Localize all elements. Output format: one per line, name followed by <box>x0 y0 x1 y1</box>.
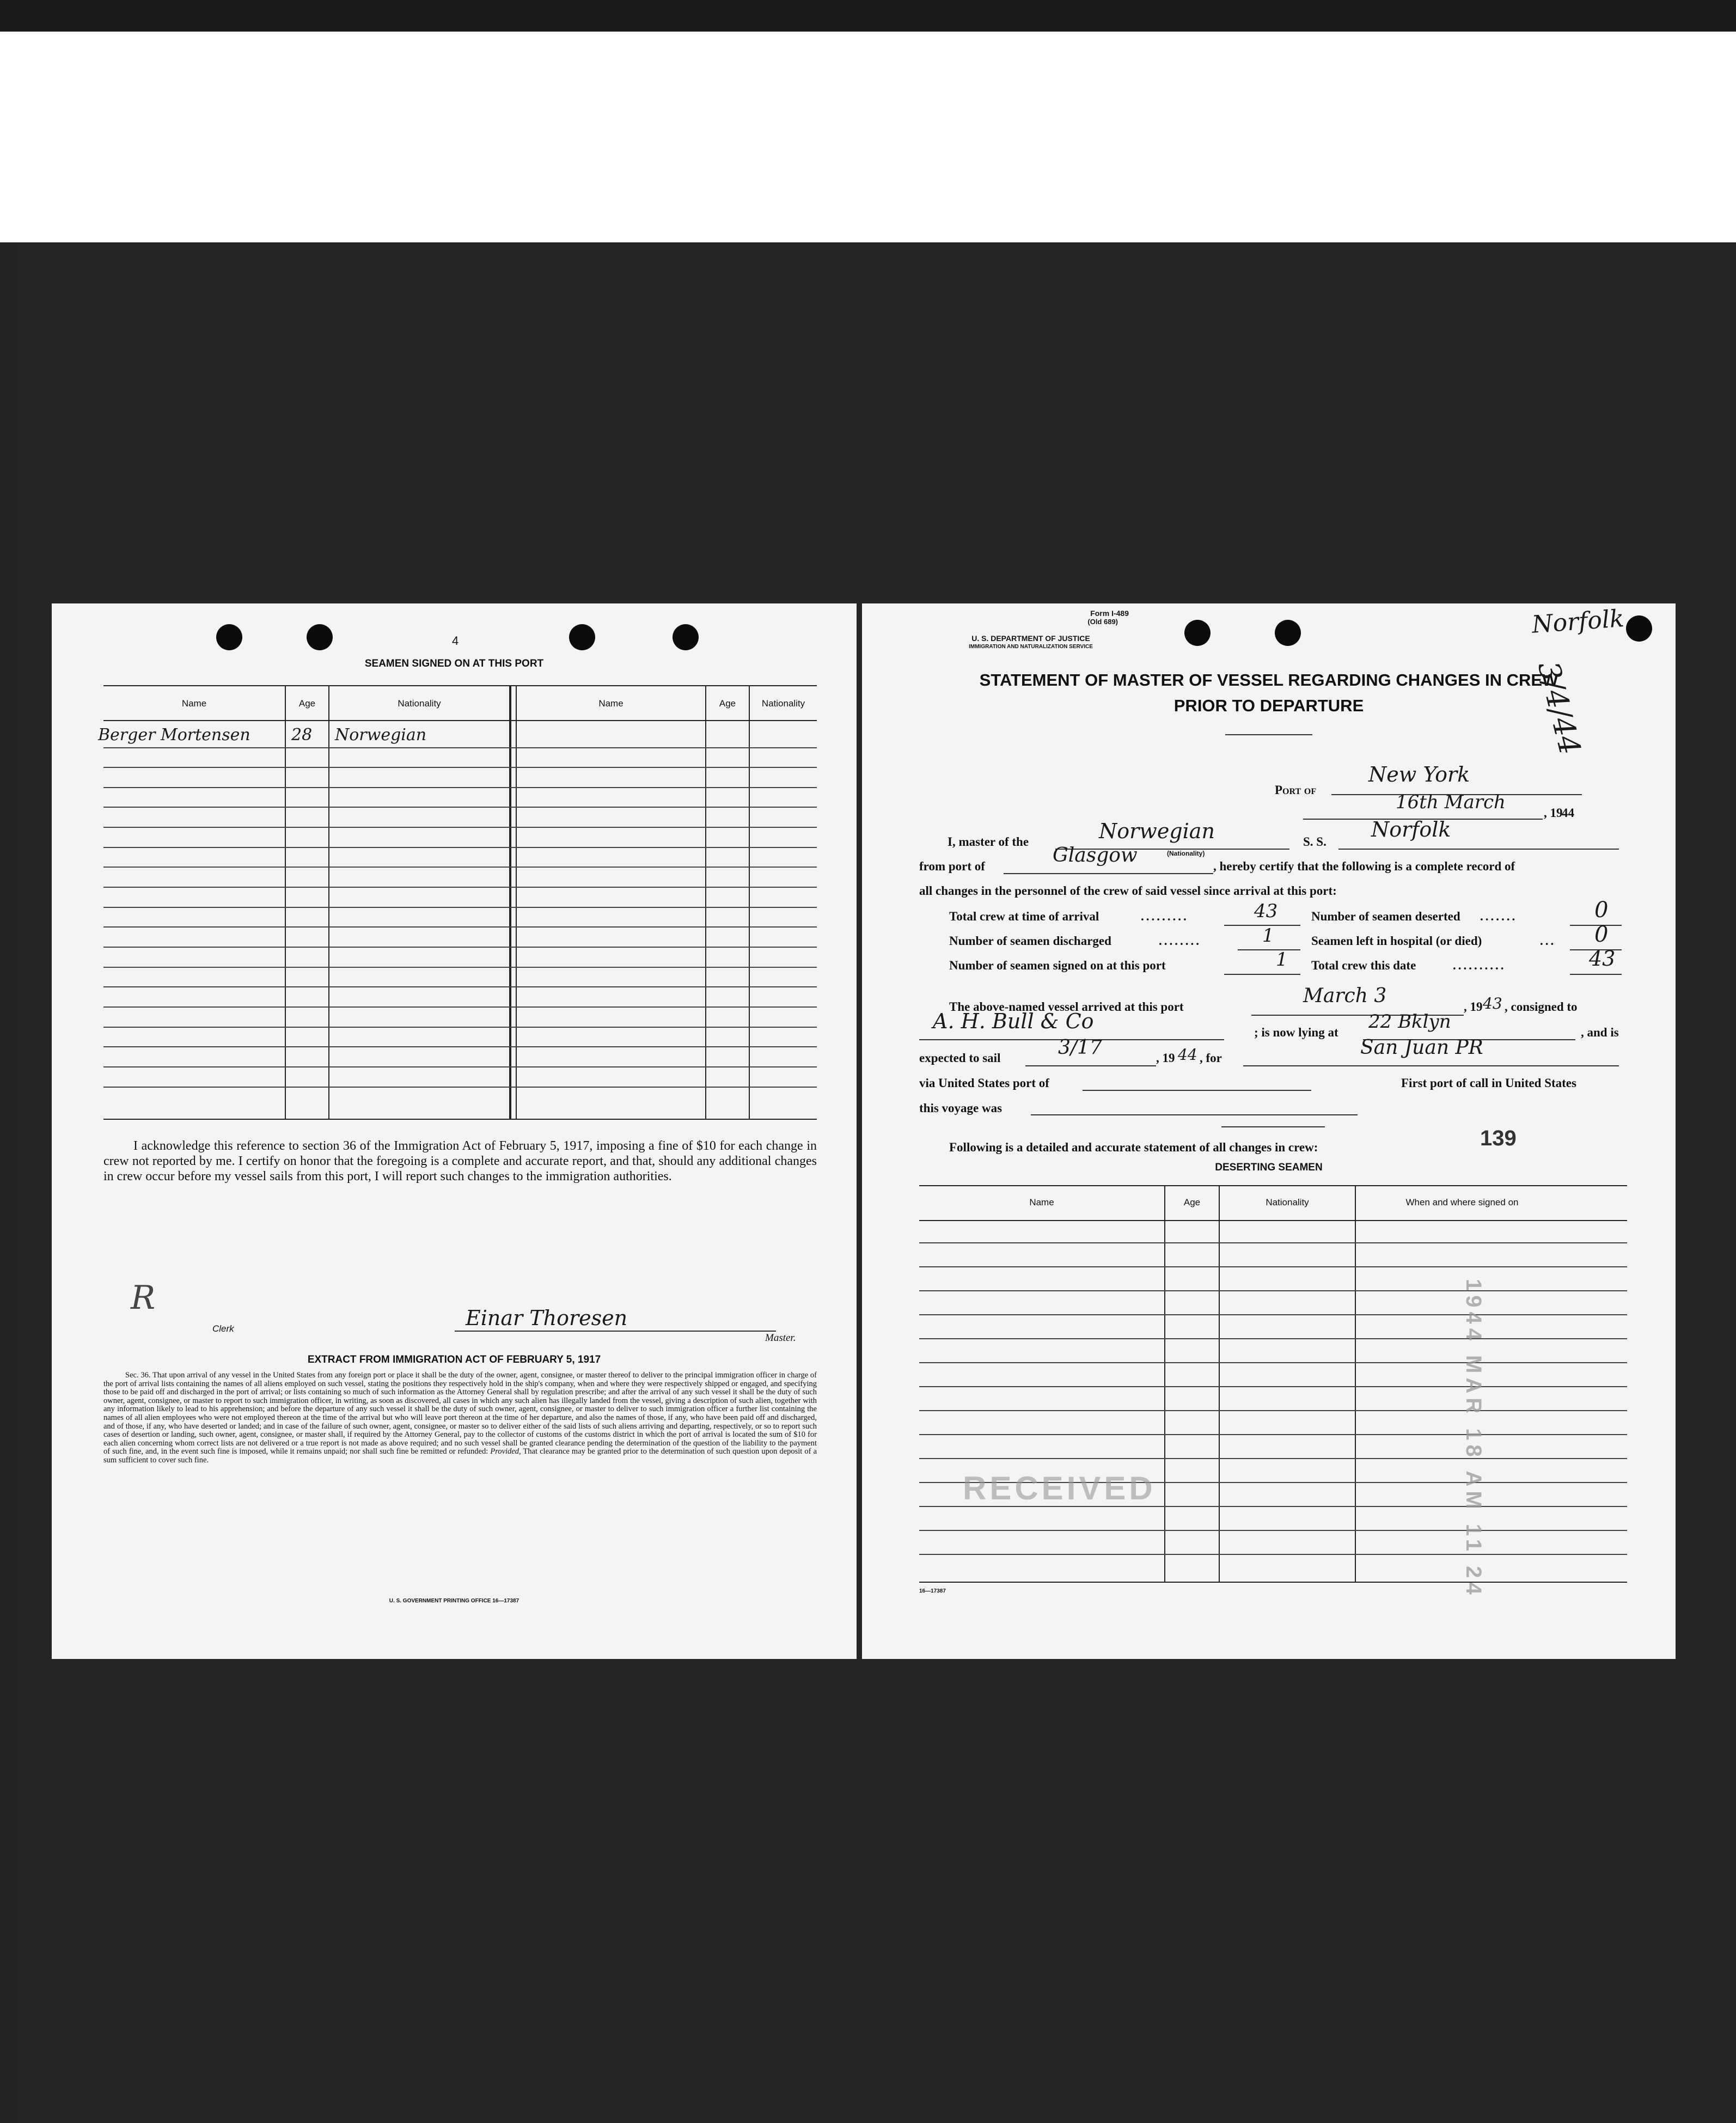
extract-text-end: That clearance may be granted prior to the determination of such question upon deposit of a sum sufficient to cover such fine. <box>103 1447 817 1465</box>
col-header-nationality: Nationality <box>398 698 441 709</box>
expected-line <box>1025 1065 1156 1066</box>
left-page <box>52 603 857 1659</box>
col-header-nationality-2: Nationality <box>761 698 805 709</box>
form-title-line2: PRIOR TO DEPARTURE <box>1173 696 1364 715</box>
consigned-label: , consigned to <box>1505 1000 1578 1014</box>
form-old: (Old 689) <box>1087 618 1118 626</box>
corner-note-date: 3/4/44 <box>1531 658 1588 758</box>
hospital-label: Seamen left in hospital (or died) <box>1311 934 1482 948</box>
extract-title: EXTRACT FROM IMMIGRATION ACT OF FEBRUARY 5, 1917 <box>307 1354 601 1365</box>
certify-text: , hereby certify that the following is a complete record of <box>1213 859 1515 873</box>
this-voyage-label: this voyage was <box>919 1101 1003 1115</box>
scanner-edge-strip <box>0 0 1736 32</box>
value-line <box>1238 949 1300 950</box>
title-rule <box>1225 734 1312 735</box>
punch-hole <box>1275 620 1301 646</box>
master-of-label: I, master of the <box>948 835 1029 849</box>
service: IMMIGRATION AND NATURALIZATION SERVICE <box>969 644 1093 650</box>
section-title: SEAMEN SIGNED ON AT THIS PORT <box>364 658 544 669</box>
col-header-age-2: Age <box>719 698 736 709</box>
punch-hole <box>1184 620 1211 646</box>
total-crew-arrival-label: Total crew at time of arrival <box>949 910 1099 923</box>
and-is-label: , and is <box>1581 1026 1619 1039</box>
master-signature: Einar Thoresen <box>466 1306 628 1330</box>
deserted-label: Number of seamen deserted <box>1311 910 1460 923</box>
seaman-age: 28 <box>291 725 313 745</box>
master-signature-line <box>455 1331 776 1332</box>
expected-value: 3/17 <box>1058 1036 1102 1059</box>
first-port-label: First port of call in United States <box>1401 1076 1576 1090</box>
deserted-value: 0 <box>1594 898 1609 923</box>
nationality-caption: (Nationality) <box>1167 850 1205 857</box>
punch-hole <box>307 624 333 650</box>
total-crew-date-value: 43 <box>1589 947 1616 971</box>
total-crew-arrival-value: 43 <box>1254 900 1278 922</box>
from-port-value: Glasgow <box>1053 844 1138 867</box>
lying-value: 22 Bklyn <box>1368 1011 1451 1033</box>
printer-line: 16—17387 <box>919 1588 946 1594</box>
lying-label: ; is now lying at <box>1254 1026 1338 1039</box>
col-header-name-2: Name <box>598 698 624 709</box>
for-label: , for <box>1200 1051 1222 1065</box>
corner-note-vessel: Norfolk <box>1531 605 1625 639</box>
year-prefix: , 19 <box>1544 806 1563 820</box>
expected-year-prefix: , 19 <box>1156 1051 1175 1065</box>
deserting-title: DESERTING SEAMEN <box>1215 1162 1323 1173</box>
year-value: 44 <box>1562 806 1574 820</box>
clerk-label: Clerk <box>212 1323 234 1334</box>
port-label: Port of <box>1275 783 1317 797</box>
received-stamp: RECEIVED <box>963 1470 1156 1506</box>
department: U. S. DEPARTMENT OF JUSTICE <box>971 634 1090 643</box>
punch-hole <box>673 624 699 650</box>
punch-hole <box>1626 615 1652 642</box>
seaman-nationality: Norwegian <box>335 725 427 745</box>
value-line <box>1224 974 1300 975</box>
port-value: New York <box>1368 762 1470 786</box>
arrived-year-prefix: , 19 <box>1464 1000 1483 1014</box>
detailed-text: Following is a detailed and accurate statement of all changes in crew: <box>949 1140 1318 1154</box>
date-value: 16th March <box>1396 791 1506 813</box>
hospital-value: 0 <box>1594 922 1609 947</box>
vessel-name: Norfolk <box>1371 818 1451 841</box>
total-crew-date-label: Total crew this date <box>1311 959 1416 972</box>
master-label: Master. <box>765 1332 796 1344</box>
from-port-label: from port of <box>919 859 985 873</box>
right-page <box>862 603 1676 1659</box>
page-number: 4 <box>452 634 459 648</box>
signed-on-value: 1 <box>1276 949 1288 971</box>
form-number: Form I-489 <box>1090 609 1129 618</box>
arrived-label: The above-named vessel arrived at this port <box>949 1000 1184 1014</box>
expected-label: expected to sail <box>919 1051 1001 1065</box>
arrived-value: March 3 <box>1303 985 1387 1007</box>
punch-hole <box>216 624 242 650</box>
printer-line: U. S. GOVERNMENT PRINTING OFFICE 16—17387 <box>389 1598 519 1604</box>
value-line <box>1570 974 1622 975</box>
acknowledgment-text: I acknowledge this reference to section 36 of the Immigration Act of February 5, 1917, imposing a fine of $10 for each change in crew not reported by me. I certify on honor that the foregoing is a complete and accurate report, and that, should any additional changes in crew occur before my vessel sails from this port, I will report such changes to the immigration authorities. <box>103 1139 817 1183</box>
extract-text <box>103 1371 817 1465</box>
punch-hole <box>569 624 595 650</box>
changes-text: all changes in the personnel of the crew of said vessel since arrival at this port: <box>919 884 1337 898</box>
dot-leader: ... <box>1540 934 1556 948</box>
from-port-line <box>1004 873 1213 874</box>
col-header-nationality: Nationality <box>1266 1197 1309 1207</box>
col-header-signed-on: When and where signed on <box>1405 1197 1519 1207</box>
short-rule <box>1221 1126 1325 1127</box>
extract-proviso: Provided, <box>490 1447 521 1456</box>
dot-leader: ........ <box>1159 934 1201 948</box>
col-header-name: Name <box>1029 1197 1054 1207</box>
ss-label: S. S. <box>1303 835 1327 849</box>
seaman-name: Berger Mortensen <box>98 725 250 745</box>
col-header-age: Age <box>298 698 316 709</box>
consignee-value: A. H. Bull & Co <box>933 1009 1094 1033</box>
expected-year: 44 <box>1178 1046 1197 1064</box>
extract-text-body: Sec. 36. That upon arrival of any vessel in the United States from any foreign port or place it shall be the duty of the owner, agent, consignee, or master thereof to deliver to the principal immigration officer in charge of the port of arrival lists containing the names of all aliens employed on such vessel, stating the positions they respectively hold in the ship's company, when and where they were respectively shipped or engaged, and specifying those to be paid off and discharged in the port of arrival; or lists containing so much of such information as the Attorney General shall by regulation prescribe; and after the arrival of any such vessel it shall be the duty of such owner, agent, consignee, or master to report to such immigration officer, in writing, as soon as discovered, all cases in which any such alien has illegally landed from the vessel, giving a description of such alien, together with any information likely to lead to his apprehension; and before the departure of any such vessel it shall be the duty of such owner, agent, consignee, or master to deliver to such immigration officer a further list containing the names of all alien employees who were not employed thereon at the time of the arrival but who will leave port thereon at the time of her departure, and also the names of those, if any, who have been paid off and discharged, and of those, if any, who have deserted or landed; and in case of the failure of such owner, agent, consignee, or master so to deliver either of the said lists of such aliens arriving and departing, respectively, or so to report such cases of desertion or landing, such owner, agent, consignee, or master shall, if required by the Attorney General, pay to the collector of customs of the customs district in which the port of arrival is located the sum of $10 for each alien concerning whom correct lists are not delivered or a true report is not made as above required; and no such vessel shall be granted clearance pending the determination of the question of the liability to the payment of such fine, and, in the event such fine is imposed, while it remains unpaid; nor shall such fine be remitted or refunded: <box>103 1371 817 1456</box>
via-line <box>1083 1090 1311 1091</box>
form-title-line1: STATEMENT OF MASTER OF VESSEL REGARDING CHANGES IN CREW <box>979 670 1558 690</box>
via-label: via United States port of <box>919 1076 1049 1090</box>
dot-leader: .......... <box>1453 959 1506 972</box>
voyage-line <box>1031 1114 1358 1115</box>
scanner-top-band <box>0 0 1736 242</box>
nationality-value: Norwegian <box>1099 819 1215 843</box>
stamp-number: 139 <box>1480 1126 1517 1150</box>
signed-on-label: Number of seamen signed on at this port <box>949 959 1166 972</box>
destination-line <box>1243 1065 1619 1066</box>
col-header-age: Age <box>1183 1197 1201 1207</box>
seamen-table <box>98 685 817 1120</box>
clerk-signature: R <box>131 1279 156 1317</box>
dot-leader: ....... <box>1480 910 1518 923</box>
discharged-value: 1 <box>1262 925 1274 947</box>
col-header-name: Name <box>181 698 207 709</box>
destination-value: San Juan PR <box>1360 1036 1483 1059</box>
vessel-line <box>1338 849 1619 850</box>
date-stamp: 1944 MAR 18 AM 11 24 <box>1462 1279 1486 1599</box>
dot-leader: ......... <box>1141 910 1189 923</box>
discharged-label: Number of seamen discharged <box>949 934 1111 948</box>
arrived-year: 43 <box>1483 995 1502 1012</box>
